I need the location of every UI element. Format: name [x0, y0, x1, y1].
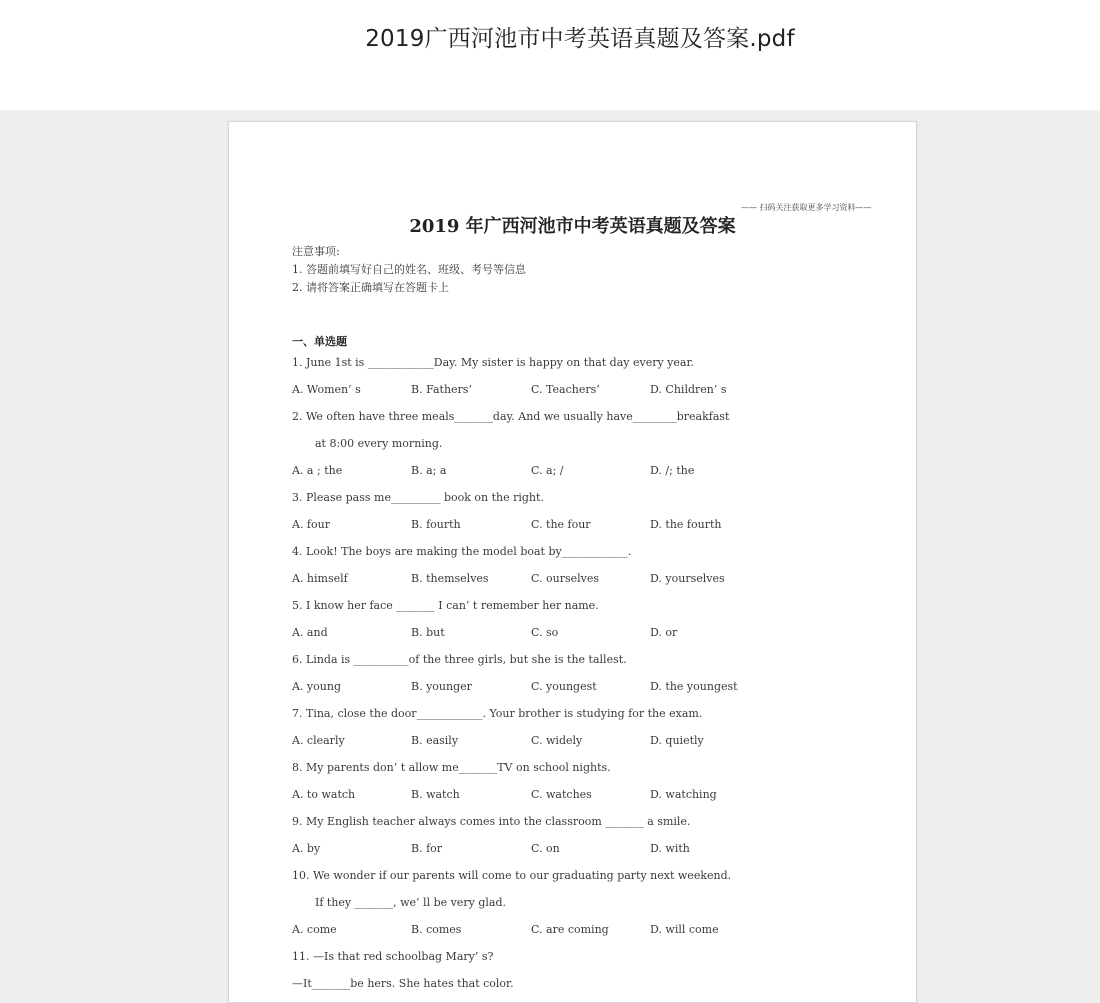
option-d: D. watching: [650, 788, 717, 801]
option-b: B. watch: [411, 788, 460, 801]
option-a: A. young: [292, 680, 341, 693]
question-1: 1. June 1st is ____________Day. My sister is happy on that day every year.: [292, 356, 695, 369]
exam-title: 2019 年广西河池市中考英语真题及答案: [409, 216, 736, 237]
option-b: B. younger: [411, 680, 472, 693]
option-a: A. by: [292, 842, 321, 855]
option-d: D. yourselves: [650, 572, 725, 585]
option-b: B. fourth: [411, 518, 461, 531]
viewer-header: [0, 0, 1100, 110]
option-a: A. come: [292, 923, 337, 936]
option-a: A. himself: [292, 572, 348, 585]
options-row-6: [292, 680, 892, 694]
watermark-text: —— 扫码关注获取更多学习资料——: [741, 203, 872, 212]
option-a: A. clearly: [292, 734, 345, 747]
options-row-5: [292, 626, 892, 640]
option-b: B. themselves: [411, 572, 489, 585]
option-c: C. watches: [531, 788, 592, 801]
option-a: A. a ; the: [292, 464, 343, 477]
options-row-7: [292, 734, 892, 748]
options-row-4: [292, 572, 892, 586]
option-a: A. and: [292, 626, 328, 639]
question-5: 5. I know her face _______ I can’ t remember her name.: [292, 599, 599, 612]
question-4: 4. Look! The boys are making the model boat by____________.: [292, 545, 632, 558]
option-b: B. a; a: [411, 464, 447, 477]
question-8: 8. My parents don’ t allow me_______TV on school nights.: [292, 761, 611, 774]
question-7: 7. Tina, close the door____________. Your brother is studying for the exam.: [292, 707, 703, 720]
option-d: D. the youngest: [650, 680, 738, 693]
option-c: C. a; /: [531, 464, 564, 477]
option-b: B. comes: [411, 923, 462, 936]
option-d: D. will come: [650, 923, 719, 936]
question-11-continued: —It_______be hers. She hates that color.: [292, 977, 514, 990]
question-10-continued: If they _______, we’ ll be very glad.: [315, 896, 506, 909]
document-page[interactable]: [228, 121, 917, 1003]
option-a: A. four: [292, 518, 330, 531]
options-row-2: [292, 464, 892, 478]
options-row-9: [292, 842, 892, 856]
option-c: C. the four: [531, 518, 591, 531]
option-b: B. but: [411, 626, 445, 639]
option-c: C. ourselves: [531, 572, 600, 585]
notice-item: 2. 请将答案正确填写在答题卡上: [292, 281, 449, 294]
option-b: B. easily: [411, 734, 459, 747]
option-d: D. /; the: [650, 464, 695, 477]
option-d: D. with: [650, 842, 690, 855]
section-heading: 一、单选题: [292, 335, 347, 348]
option-a: A. Women’ s: [292, 383, 361, 396]
question-2: 2. We often have three meals_______day. And we usually have________breakfast: [292, 410, 730, 423]
options-row-3: [292, 518, 892, 532]
options-row-10: [292, 923, 892, 937]
option-c: C. Teachers’: [531, 383, 600, 396]
option-d: D. Children’ s: [650, 383, 727, 396]
notice-heading: 注意事项:: [292, 245, 340, 258]
question-10: 10. We wonder if our parents will come to our graduating party next weekend.: [292, 869, 732, 882]
option-c: C. so: [531, 626, 559, 639]
notice-item: 1. 答题前填写好自己的姓名、班级、考号等信息: [292, 263, 526, 276]
question-2-continued: at 8:00 every morning.: [315, 437, 443, 450]
option-c: C. are coming: [531, 923, 609, 936]
option-d: D. or: [650, 626, 678, 639]
question-11: 11. —Is that red schoolbag Mary’ s?: [292, 950, 494, 963]
options-row-1: [292, 383, 892, 397]
option-c: C. on: [531, 842, 560, 855]
option-c: C. widely: [531, 734, 583, 747]
question-3: 3. Please pass me_________ book on the right.: [292, 491, 544, 504]
option-a: A. to watch: [292, 788, 356, 801]
file-title: 2019广西河池市中考英语真题及答案.pdf: [365, 26, 795, 52]
option-c: C. youngest: [531, 680, 597, 693]
options-row-8: [292, 788, 892, 802]
question-6: 6. Linda is __________of the three girls, but she is the tallest.: [292, 653, 627, 666]
option-b: B. for: [411, 842, 443, 855]
option-d: D. the fourth: [650, 518, 722, 531]
option-d: D. quietly: [650, 734, 704, 747]
question-9: 9. My English teacher always comes into the classroom _______ a smile.: [292, 815, 691, 828]
option-b: B. Fathers’: [411, 383, 472, 396]
